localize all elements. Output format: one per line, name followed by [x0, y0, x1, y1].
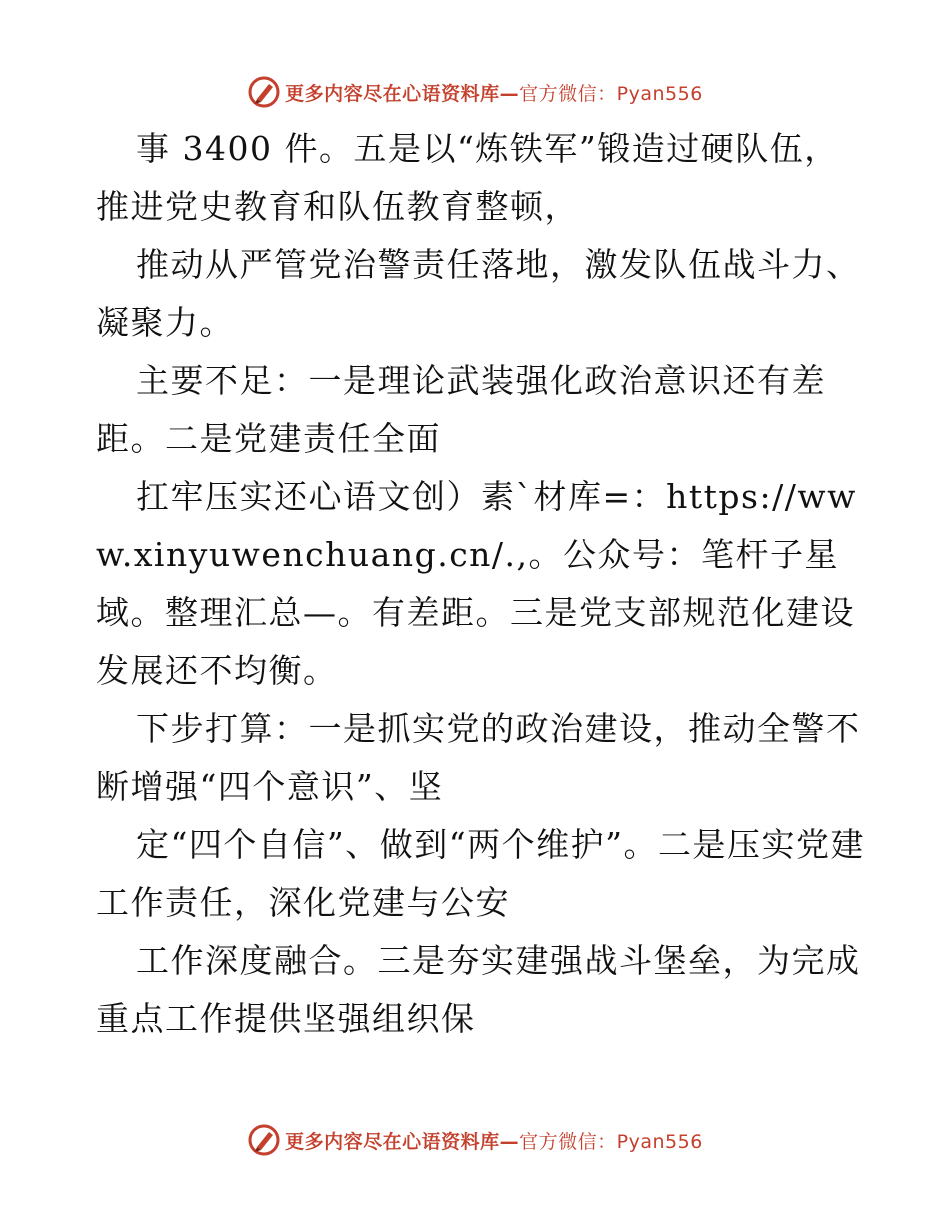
header-banner — [0, 72, 950, 112]
paragraph: 事 3400 件。五是以“炼铁军”锻造过硬队伍，推进党史教育和队伍教育整顿， — [96, 129, 839, 226]
paragraph: 定“四个自信”、做到“两个维护”。二是压实党建工作责任，深化党建与公安 — [96, 825, 865, 922]
paragraph: 主要不足：一是理论武装强化政治意识还有差距。二是党建责任全面 — [96, 361, 826, 458]
paragraph: 下步打算：一是抓实党的政治建设，推动全警不断增强“四个意识”、坚 — [96, 709, 861, 806]
banner-text: 更多内容尽在心语资料库—官方微信：Pyan556 — [285, 82, 703, 105]
footer-banner — [0, 1120, 950, 1160]
document-body — [96, 120, 866, 1048]
paragraph: 推动从严管党治警责任落地，激发队伍战斗力、凝聚力。 — [96, 245, 861, 342]
pen-logo-icon — [247, 1123, 281, 1157]
banner-text: 更多内容尽在心语资料库—官方微信：Pyan556 — [285, 1130, 703, 1153]
paragraph: 工作深度融合。三是夯实建强战斗堡垒，为完成重点工作提供坚强组织保 — [96, 941, 861, 1038]
pen-logo-icon — [247, 75, 281, 109]
paragraph: 扛牢压实还心语文创）素`材库=：https://www.xinyuwenchuang.cn/.,。公众号：笔杆子星域。整理汇总—。有差距。三是党支部规范化建设发展还不均衡。 — [96, 477, 857, 690]
